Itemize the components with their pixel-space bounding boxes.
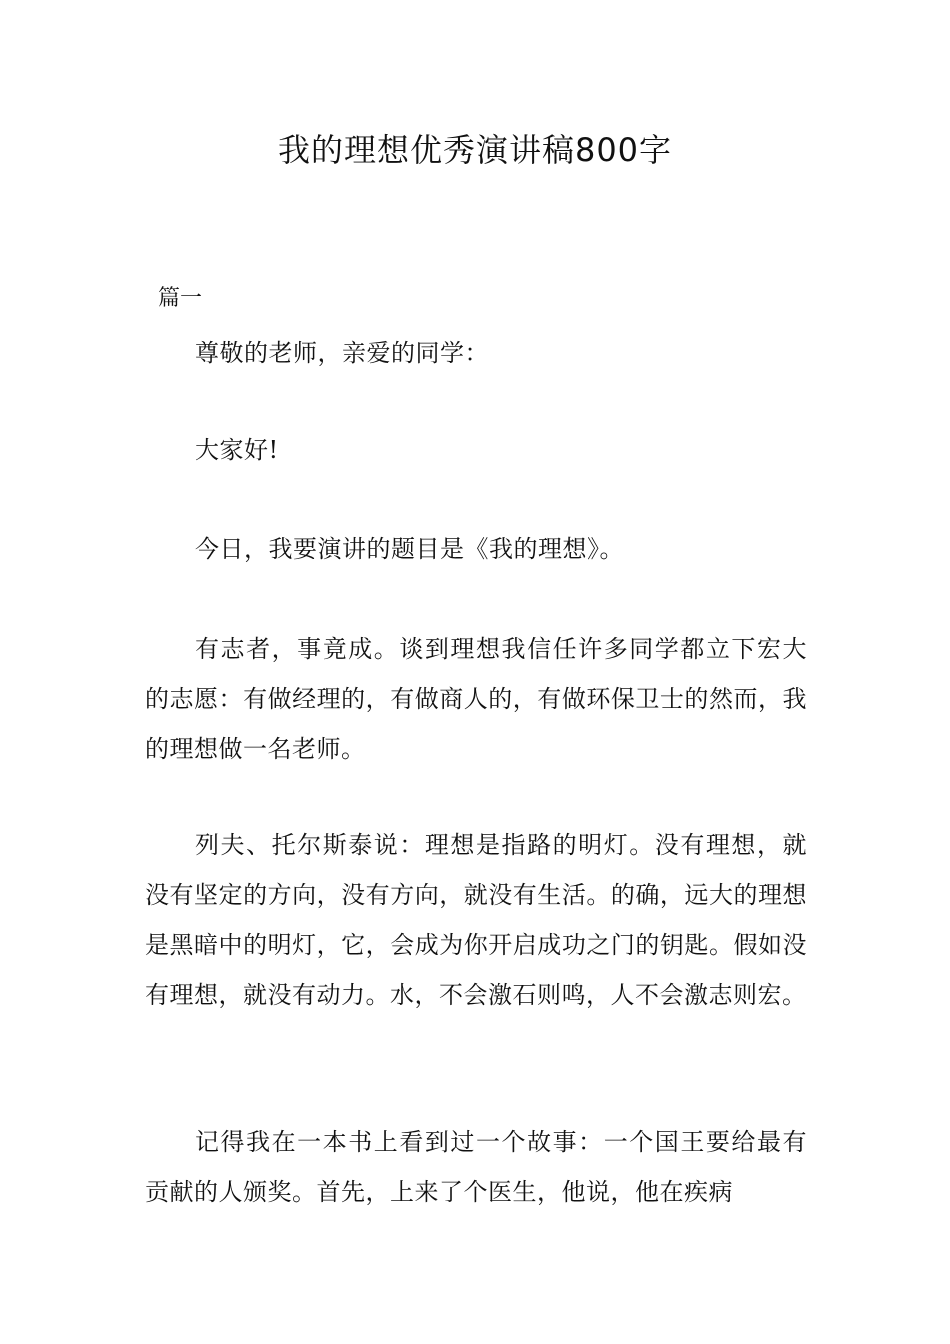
paragraph-ambition: 有志者，事竟成。谈到理想我信任许多同学都立下宏大的志愿：有做经理的，有做商人的，有做环保卫士的然而，我的理想做一名老师。 bbox=[145, 635, 807, 763]
paragraph-greeting: 尊敬的老师，亲爱的同学： bbox=[195, 339, 489, 367]
paragraph-story: 记得我在一本书上看到过一个故事：一个国王要给最有贡献的人颁奖。首先，上来了个医生，他说，他在疾病 bbox=[145, 1128, 807, 1206]
section-label: 篇一 bbox=[158, 286, 203, 311]
paragraph-topic: 今日，我要演讲的题目是《我的理想》。 bbox=[195, 535, 624, 563]
paragraph-tolstoy-quote: 列夫、托尔斯泰说：理想是指路的明灯。没有理想，就没有坚定的方向，没有方向，就没有生活。的确，远大的理想是黑暗中的明灯，它，会成为你开启成功之门的钥匙。假如没有理想，就没有动力。水，不会激石则鸣，人不会激志则宏。 bbox=[145, 831, 807, 1009]
document-title: 我的理想优秀演讲稿800字 bbox=[277, 131, 673, 169]
paragraph-hello: 大家好! bbox=[195, 436, 279, 464]
